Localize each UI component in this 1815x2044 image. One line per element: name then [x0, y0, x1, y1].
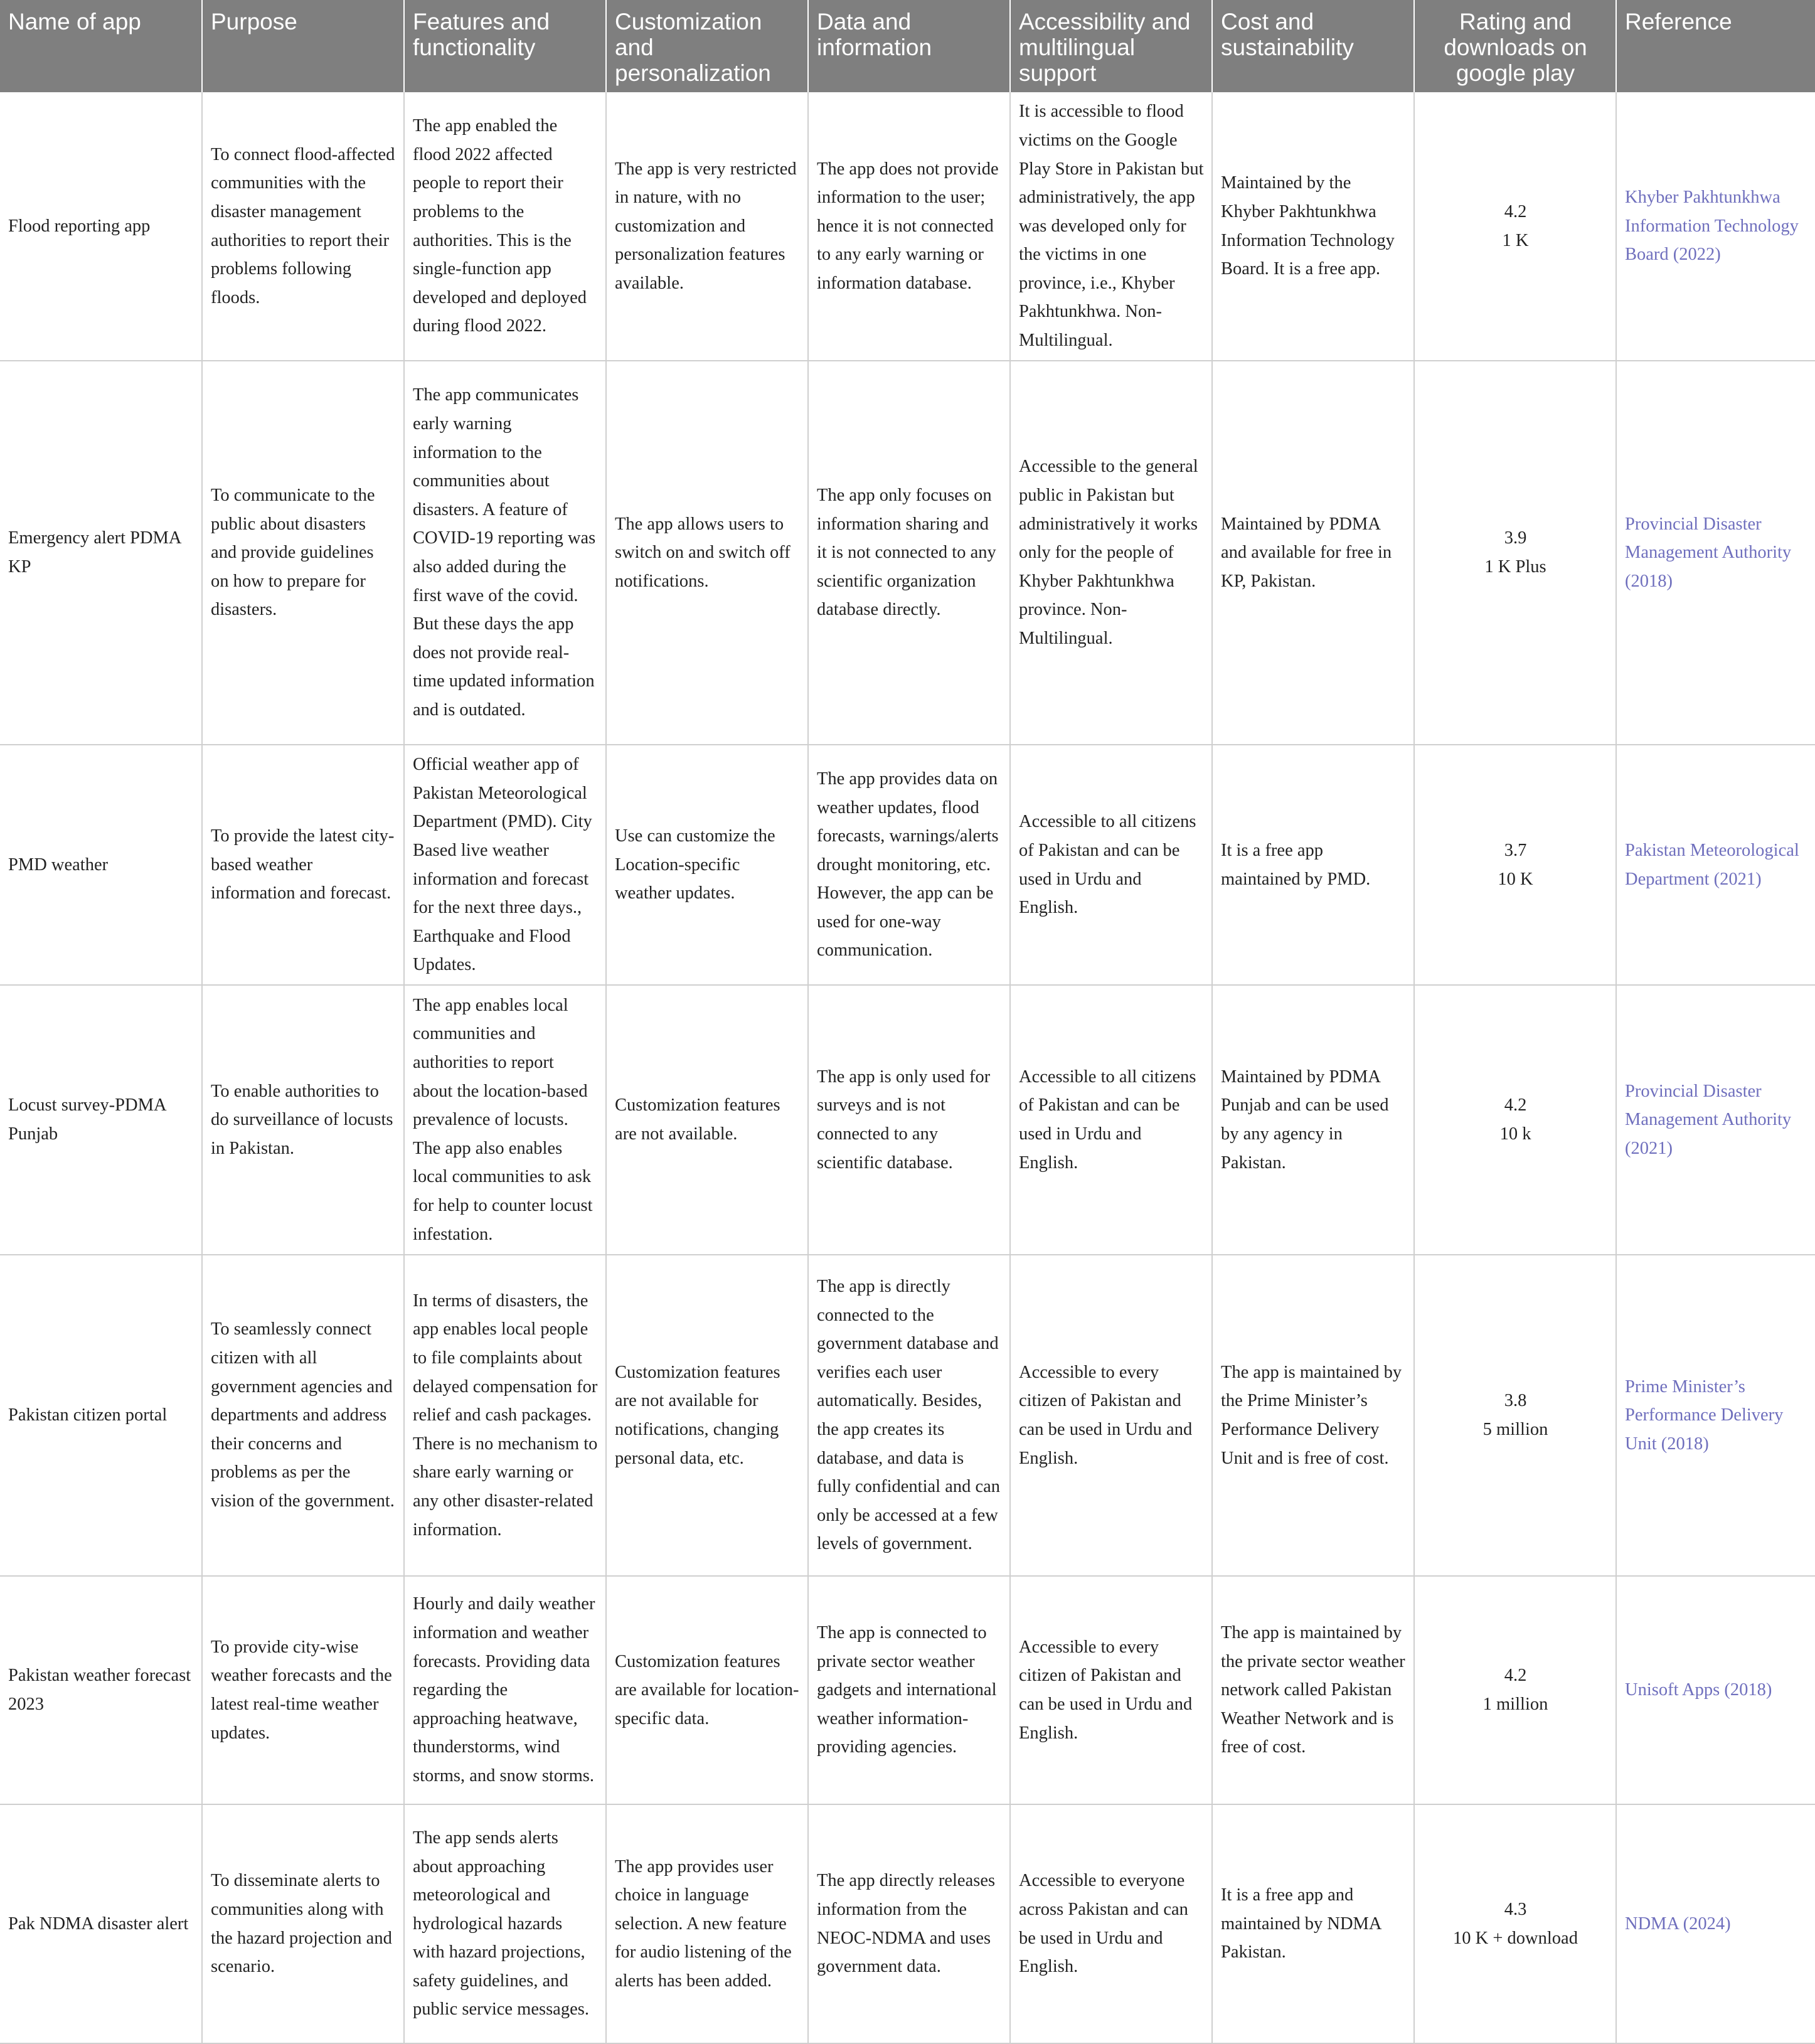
- rating-value: 4.2: [1504, 1666, 1527, 1686]
- cell-features: The app sends alerts about approaching meteorological and hydrological hazards with hazard projections, safety guidelines, and public service messages.: [404, 1804, 606, 2043]
- cell-purpose: To enable authorities to do surveillance of locusts in Pakistan.: [202, 985, 404, 1255]
- downloads-value: 10 K + download: [1453, 1928, 1578, 1948]
- cell-reference-link[interactable]: Provincial Disaster Management Authority (2021): [1616, 985, 1815, 1255]
- table-row: [0, 745, 1815, 985]
- cell-accessibility: It is accessible to flood victims on the Google Play Store in Pakistan but administratively, the app was developed only for the victims in one province, i.e., Khyber Pakhtunkhwa. Non-Multilingual.: [1010, 92, 1212, 361]
- cell-features: The app communicates early warning information to the communities about disasters. A feature of COVID-19 reporting was also added during the first wave of the covid. But these days the app does not provide real-time updated information and is outdated.: [404, 361, 606, 745]
- cell-accessibility: Accessible to every citizen of Pakistan and can be used in Urdu and English.: [1010, 1576, 1212, 1804]
- cell-cost: It is a free app and maintained by NDMA Pakistan.: [1212, 1804, 1414, 2043]
- rating-value: 3.7: [1504, 840, 1527, 860]
- cell-features: The app enabled the flood 2022 affected people to report their problems to the authorities. This is the single-function app developed and deployed during flood 2022.: [404, 92, 606, 361]
- rating-value: 4.3: [1504, 1899, 1527, 1919]
- cell-features: The app enables local communities and authorities to report about the location-based prevalence of locusts. The app also enables local communities to ask for help to counter locust infestation.: [404, 985, 606, 1255]
- downloads-value: 10 K: [1498, 869, 1533, 889]
- cell-customization: Customization features are not available for notifications, changing personal data, etc.: [606, 1255, 808, 1576]
- downloads-value: 1 K: [1502, 230, 1529, 250]
- cell-cost: Maintained by the Khyber Pakhtunkhwa Information Technology Board. It is a free app.: [1212, 92, 1414, 361]
- cell-rating-downloads: [1414, 1804, 1616, 2043]
- cell-data: The app directly releases information from the NEOC-NDMA and uses government data.: [808, 1804, 1010, 2043]
- cell-customization: The app allows users to switch on and switch off notifications.: [606, 361, 808, 745]
- table-row: [0, 1255, 1815, 1576]
- cell-purpose: To provide the latest city-based weather information and forecast.: [202, 745, 404, 985]
- header-accessibility: Accessibility and multilingual support: [1010, 0, 1212, 92]
- cell-purpose: To communicate to the public about disasters and provide guidelines on how to prepare for disasters.: [202, 361, 404, 745]
- cell-app-name: Locust survey-PDMA Punjab: [0, 985, 202, 1255]
- downloads-value: 5 million: [1482, 1420, 1548, 1439]
- header-customization: Customization and personalization: [606, 0, 808, 92]
- cell-data: The app does not provide information to the user; hence it is not connected to any early warning or information database.: [808, 92, 1010, 361]
- cell-features: Official weather app of Pakistan Meteorological Department (PMD). City Based live weather information and forecast for the next three days., Earthquake and Flood Updates.: [404, 745, 606, 985]
- cell-reference-link[interactable]: Provincial Disaster Management Authority (2018): [1616, 361, 1815, 745]
- cell-features: Hourly and daily weather information and weather forecasts. Providing data regarding the approaching heatwave, thunderstorms, wind storms, and snow storms.: [404, 1576, 606, 1804]
- cell-app-name: Flood reporting app: [0, 92, 202, 361]
- cell-data: The app provides data on weather updates, flood forecasts, warnings/alerts drought monitoring, etc. However, the app can be used for one-way communication.: [808, 745, 1010, 985]
- cell-data: The app is directly connected to the government database and verifies each user automatically. Besides, the app creates its database, and data is fully confidential and can only be accessed at a few levels of government.: [808, 1255, 1010, 1576]
- header-cost: Cost and sustainability: [1212, 0, 1414, 92]
- cell-reference-link[interactable]: Prime Minister’s Performance Delivery Unit (2018): [1616, 1255, 1815, 1576]
- cell-customization: Customization features are not available.: [606, 985, 808, 1255]
- cell-cost: The app is maintained by the Prime Minister’s Performance Delivery Unit and is free of cost.: [1212, 1255, 1414, 1576]
- cell-cost: The app is maintained by the private sector weather network called Pakistan Weather Network and is free of cost.: [1212, 1576, 1414, 1804]
- cell-customization: Use can customize the Location-specific weather updates.: [606, 745, 808, 985]
- table-row: [0, 1576, 1815, 1804]
- cell-reference-link[interactable]: Pakistan Meteorological Department (2021): [1616, 745, 1815, 985]
- cell-app-name: Pak NDMA disaster alert: [0, 1804, 202, 2043]
- cell-customization: The app is very restricted in nature, with no customization and personalization features available.: [606, 92, 808, 361]
- cell-rating-downloads: [1414, 985, 1616, 1255]
- cell-accessibility: Accessible to all citizens of Pakistan and can be used in Urdu and English.: [1010, 985, 1212, 1255]
- cell-accessibility: Accessible to everyone across Pakistan and can be used in Urdu and English.: [1010, 1804, 1212, 2043]
- header-purpose: Purpose: [202, 0, 404, 92]
- cell-reference-link[interactable]: Khyber Pakhtunkhwa Information Technology Board (2022): [1616, 92, 1815, 361]
- header-name-of-app: Name of app: [0, 0, 202, 92]
- downloads-value: 1 K Plus: [1484, 557, 1546, 577]
- cell-cost: Maintained by PDMA and available for free in KP, Pakistan.: [1212, 361, 1414, 745]
- header-row: [0, 0, 1815, 92]
- table-row: [0, 985, 1815, 1255]
- cell-app-name: Pakistan citizen portal: [0, 1255, 202, 1576]
- cell-cost: Maintained by PDMA Punjab and can be used by any agency in Pakistan.: [1212, 985, 1414, 1255]
- cell-reference-link[interactable]: Unisoft Apps (2018): [1616, 1576, 1815, 1804]
- rating-value: 4.2: [1504, 1095, 1527, 1115]
- cell-data: The app only focuses on information sharing and it is not connected to any scientific organization database directly.: [808, 361, 1010, 745]
- cell-purpose: To disseminate alerts to communities along with the hazard projection and scenario.: [202, 1804, 404, 2043]
- cell-purpose: To connect flood-affected communities with the disaster management authorities to report their problems following floods.: [202, 92, 404, 361]
- cell-accessibility: Accessible to all citizens of Pakistan and can be used in Urdu and English.: [1010, 745, 1212, 985]
- table-row: [0, 1804, 1815, 2043]
- cell-customization: Customization features are available for location-specific data.: [606, 1576, 808, 1804]
- cell-purpose: To provide city-wise weather forecasts and the latest real-time weather updates.: [202, 1576, 404, 1804]
- downloads-value: 1 million: [1482, 1695, 1548, 1714]
- header-reference: Reference: [1616, 0, 1815, 92]
- cell-rating-downloads: [1414, 745, 1616, 985]
- header-features: Features and functionality: [404, 0, 606, 92]
- cell-accessibility: Accessible to the general public in Pakistan but administratively it works only for the people of Khyber Pakhtunkhwa province. Non-Multilingual.: [1010, 361, 1212, 745]
- cell-data: The app is connected to private sector weather gadgets and international weather information-providing agencies.: [808, 1576, 1010, 1804]
- cell-app-name: Emergency alert PDMA KP: [0, 361, 202, 745]
- cell-rating-downloads: [1414, 92, 1616, 361]
- cell-rating-downloads: [1414, 1576, 1616, 1804]
- table-row: [0, 92, 1815, 361]
- cell-data: The app is only used for surveys and is not connected to any scientific database.: [808, 985, 1010, 1255]
- cell-reference-link[interactable]: NDMA (2024): [1616, 1804, 1815, 2043]
- header-rating-downloads: Rating and downloads on google play: [1414, 0, 1616, 92]
- cell-cost: It is a free app maintained by PMD.: [1212, 745, 1414, 985]
- cell-accessibility: Accessible to every citizen of Pakistan and can be used in Urdu and English.: [1010, 1255, 1212, 1576]
- cell-purpose: To seamlessly connect citizen with all government agencies and departments and address their concerns and problems as per the vision of the government.: [202, 1255, 404, 1576]
- cell-features: In terms of disasters, the app enables local people to file complaints about delayed compensation for relief and cash packages. There is no mechanism to share early warning or any other disaster-related information.: [404, 1255, 606, 1576]
- rating-value: 3.8: [1504, 1391, 1527, 1411]
- cell-rating-downloads: [1414, 1255, 1616, 1576]
- cell-app-name: PMD weather: [0, 745, 202, 985]
- downloads-value: 10 k: [1499, 1124, 1531, 1144]
- table-row: [0, 361, 1815, 745]
- cell-rating-downloads: [1414, 361, 1616, 745]
- cell-app-name: Pakistan weather forecast 2023: [0, 1576, 202, 1804]
- rating-value: 3.9: [1504, 528, 1527, 548]
- header-data: Data and information: [808, 0, 1010, 92]
- cell-customization: The app provides user choice in language selection. A new feature for audio listening of the alerts has been added.: [606, 1804, 808, 2043]
- rating-value: 4.2: [1504, 201, 1527, 221]
